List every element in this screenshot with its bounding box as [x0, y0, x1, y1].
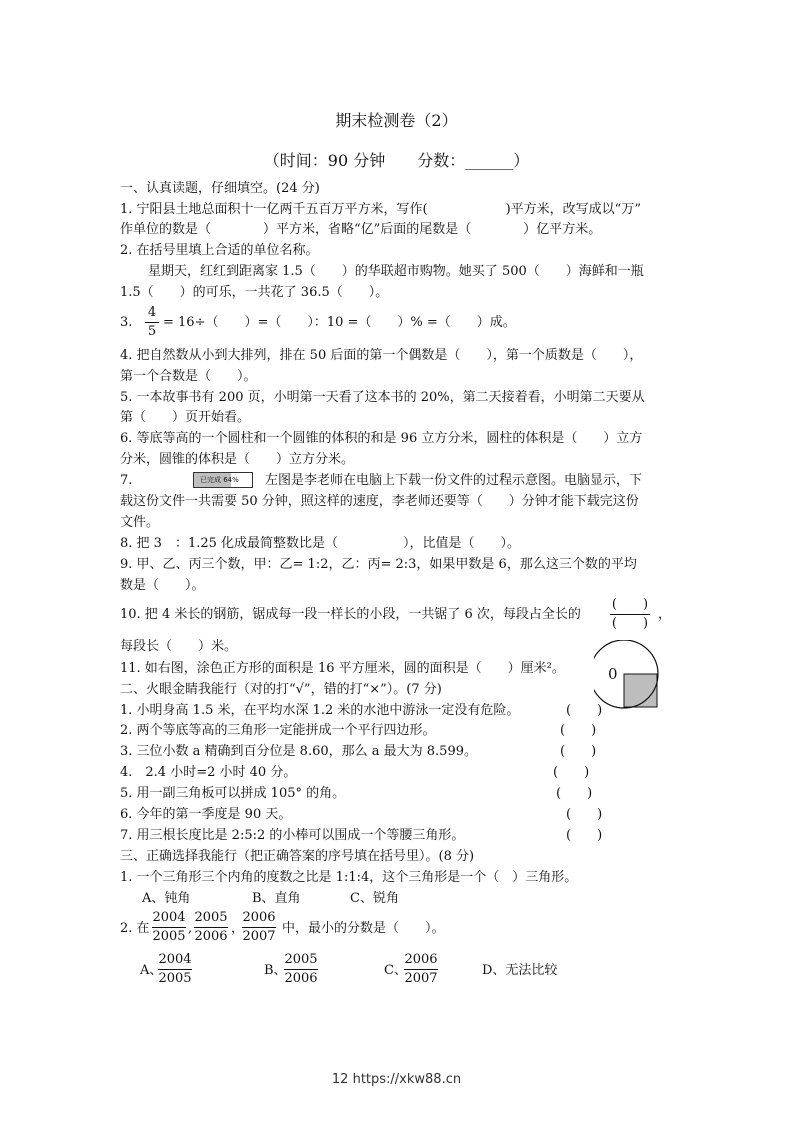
q10-denominator: ( ) — [611, 616, 649, 631]
judge-item-7: 7. 用三根长度比是 2:5:2 的小棒可以围成一个等腰三角形。 — [120, 828, 465, 843]
q7-line3: 文件。 — [120, 515, 160, 530]
q10-numerator: ( ) — [611, 597, 649, 612]
q1-line2: 作单位的数是（ ）平方米，省略“亿”后面的尾数是（ ）亿平方米。 — [120, 222, 602, 237]
judge-mark-1: ( ) — [566, 703, 603, 718]
fraction-numerator: 2004 — [158, 952, 192, 967]
choice-q2-option-a — [158, 952, 192, 987]
q1-line1: 1. 宁阳县土地总面积十一亿两千五百万平方米，写作( )平方米，改写成以“万” — [120, 202, 641, 217]
q6-line2: 分米，圆锥的体积是（ ）立方分米。 — [120, 452, 355, 467]
judge-mark-2: ( ) — [560, 723, 597, 738]
choice-q1-option-a: A、钝角 — [142, 891, 191, 906]
fraction-numerator: 2006 — [404, 952, 438, 967]
fraction-bar — [610, 614, 650, 615]
choice-q2-option-a-label: A、 — [140, 963, 163, 978]
fraction-denominator: 2006 — [284, 971, 318, 986]
q10-fraction — [610, 597, 650, 632]
q2-line3: 1.5（ ）的可乐，一共花了 36.5（ ）。 — [120, 285, 389, 300]
q5-line2: 第（ ）页开始看。 — [120, 410, 251, 425]
q3-text: = 16÷（ ）=（ ）：10 =（ ）% =（ ）成。 — [163, 315, 516, 330]
section1-heading: 一、认真读题，仔细填空。(24 分) — [120, 181, 320, 196]
section3-heading: 三、正确选择我能行（把正确答案的序号填在括号里）。(8 分) — [120, 849, 475, 864]
circle-square-figure — [594, 640, 666, 712]
judge-item-5: 5. 用一副三角板可以拼成 105° 的角。 — [120, 786, 346, 801]
choice-q2-option-d: D、无法比较 — [482, 963, 558, 978]
choice-q2-prefix: 2. 在 — [120, 921, 150, 936]
judge-mark-4: ( ) — [553, 765, 590, 780]
fraction-numerator: 2006 — [242, 910, 276, 925]
judge-mark-3: ( ) — [560, 744, 597, 759]
judge-item-4: 4. 2.4 小时=2 小时 40 分。 — [120, 765, 297, 780]
q3-denominator: 5 — [147, 324, 157, 339]
fraction-bar — [404, 969, 438, 970]
q7-line1: 左图是李老师在电脑上下载一份文件的过程示意图。电脑显示，下 — [265, 473, 643, 488]
fraction-bar — [284, 969, 318, 970]
fraction-bar — [145, 322, 159, 323]
fraction-numerator: 2004 — [152, 910, 186, 925]
fraction-denominator: 2007 — [242, 929, 276, 944]
q3-number: 3. — [120, 315, 133, 330]
q11-line: 11. 如右图，涂色正方形的面积是 16 平方厘米，圆的面积是（ ）厘米²。 — [120, 661, 565, 676]
fraction-bar — [158, 969, 192, 970]
choice-q2-option-b-label: B、 — [264, 963, 287, 978]
fraction-numerator: 2005 — [284, 952, 318, 967]
choice-q1-option-b: B、直角 — [252, 891, 301, 906]
judge-item-6: 6. 今年的第一季度是 90 天。 — [120, 807, 292, 822]
choice-q1: 1. 一个三角形三个内角的度数之比是 1:1:4，这个三角形是一个（ ）三角形。 — [120, 870, 578, 885]
choice-q2-option-c — [404, 952, 438, 987]
page-subtitle: （时间：90 分钟 分数：______） — [263, 151, 530, 170]
q4-line2: 第一个合数是（ ）。 — [120, 369, 257, 384]
progress-label: 已完成 64% — [200, 476, 239, 484]
q9-line1: 9. 甲、乙、丙三个数，甲：乙= 1:2，乙：丙= 2:3，如果甲数是 6，那么这三个数的平均 — [120, 557, 637, 572]
q7-number: 7. — [120, 473, 133, 488]
choice-q2-fraction-3 — [242, 910, 276, 945]
circle-center-label: 0 — [608, 665, 618, 683]
fraction-numerator: 2005 — [194, 910, 228, 925]
fraction-denominator: 2007 — [404, 971, 438, 986]
fraction-bar — [194, 927, 228, 928]
fraction-bar — [242, 927, 276, 928]
choice-q1-option-c: C、锐角 — [350, 891, 399, 906]
q3-fraction — [145, 305, 159, 340]
fraction-bar — [152, 927, 186, 928]
q10-line2: 每段长（ ）米。 — [120, 639, 238, 654]
choice-q2-option-c-label: C、 — [384, 963, 407, 978]
choice-q2-option-b — [284, 952, 318, 987]
q10-comma: ， — [658, 607, 672, 622]
shaded-square — [624, 674, 657, 707]
q8-line: 8. 把 3 ：1.25 化成最简整数比是（ ），比值是（ ）。 — [120, 536, 521, 551]
q2-line2: 星期天，红红到距离家 1.5（ ）的华联超市购物。她买了 500（ ）海鲜和一瓶 — [148, 264, 644, 279]
q5-line1: 5. 一本故事书有 200 页，小明第一天看了这本书的 20%，第二天接着看，小明第二天要从 — [120, 390, 645, 405]
fraction-denominator: 2006 — [194, 929, 228, 944]
judge-item-1: 1. 小明身高 1.5 米，在平均水深 1.2 米的水池中游泳一定没有危险。 — [120, 703, 520, 718]
q4-line1: 4. 把自然数从小到大排列，排在 50 后面的第一个偶数是（ ），第一个质数是（ ）， — [120, 348, 643, 363]
section2-heading: 二、火眼金睛我能行（对的打“√”，错的打“×”）。(7 分) — [120, 682, 442, 697]
q3-numerator: 4 — [147, 305, 157, 320]
fraction-denominator: 2005 — [152, 929, 186, 944]
choice-q2-fraction-1 — [152, 910, 186, 945]
fraction-denominator: 2005 — [158, 971, 192, 986]
choice-q2-suffix: 中，最小的分数是（ ）。 — [282, 921, 445, 936]
judge-item-3: 3. 三位小数 a 精确到百分位是 8.60，那么 a 最大为 8.599。 — [120, 744, 477, 759]
judge-mark-6: ( ) — [566, 807, 603, 822]
q2-line1: 2. 在括号里填上合适的单位名称。 — [120, 243, 319, 258]
choice-q2-comma-1: , — [188, 921, 193, 936]
q9-line2: 数是（ ）。 — [120, 578, 205, 593]
q7-line2: 载这份文件一共需要 50 分钟，照这样的速度，李老师还要等（ ）分钟才能下载完这份 — [120, 494, 639, 509]
download-progress-bar — [193, 472, 253, 488]
page-footer: 12 https://xkw88.cn — [331, 1072, 462, 1087]
judge-mark-7: ( ) — [566, 828, 603, 843]
judge-item-2: 2. 两个等底等高的三角形一定能拼成一个平行四边形。 — [120, 723, 436, 738]
q6-line1: 6. 等底等高的一个圆柱和一个圆锥的体积的和是 96 立方分米，圆柱的体积是（ ）立方 — [120, 431, 643, 446]
choice-q2-fraction-2 — [194, 910, 228, 945]
circle-square-svg — [594, 640, 666, 712]
judge-mark-5: ( ) — [556, 786, 593, 801]
page-title: 期末检测卷（2） — [335, 111, 458, 130]
choice-q2-comma-2: ， — [231, 921, 245, 936]
q10-line1: 10. 把 4 米长的钢筋，锯成每一段一样长的小段，一共锯了 6 次，每段占全长的 — [120, 607, 581, 622]
